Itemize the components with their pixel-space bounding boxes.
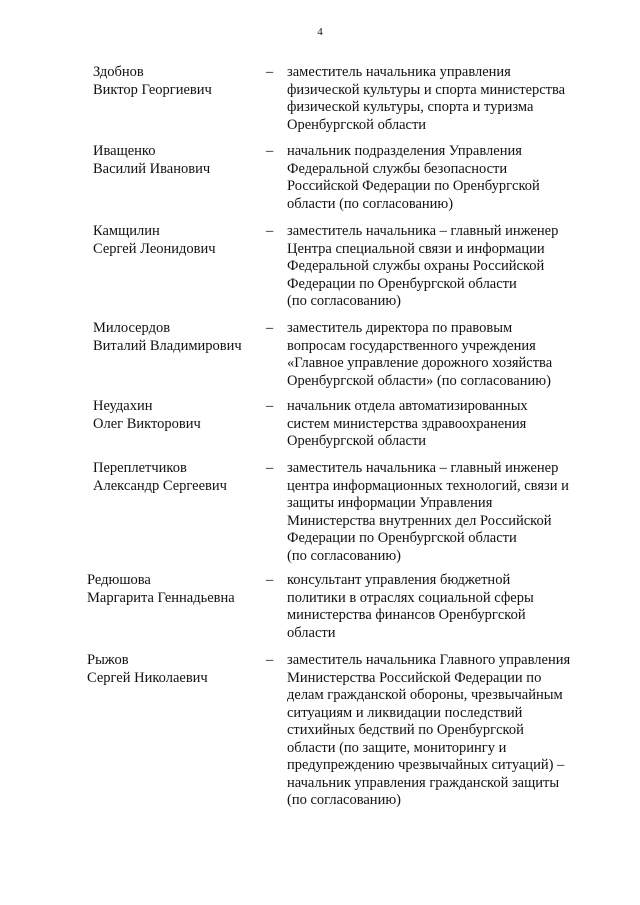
position-line: защиты информации Управления [287, 495, 493, 511]
position-line: стихийных бедствий по Оренбургской [287, 722, 524, 738]
member-given-names: Василий Иванович [93, 160, 211, 177]
member-name [93, 143, 210, 178]
member-surname: Рыжов [87, 652, 129, 668]
member-name [87, 652, 208, 687]
member-position [287, 398, 587, 451]
position-line: заместитель начальника управления [287, 64, 511, 80]
position-line: области [287, 624, 336, 641]
member-surname: Редюшова [87, 572, 151, 588]
member-surname: Неудахин [93, 398, 153, 414]
position-line: Федерации по Оренбургской области [287, 275, 517, 292]
position-line: начальник подразделения Управления [287, 143, 522, 159]
member-name [93, 223, 216, 258]
member-name [87, 572, 235, 607]
member-position [287, 652, 587, 810]
member-position [287, 223, 587, 311]
dash-separator: – [266, 460, 274, 476]
position-line: заместитель директора по правовым [287, 320, 513, 336]
position-line: Российской Федерации по Оренбургской [287, 178, 540, 194]
member-surname: Камщилин [93, 223, 160, 239]
position-line: физической культуры и спорта министерства [287, 81, 566, 98]
position-line: ситуациям и ликвидации последствий [287, 704, 523, 721]
dash-separator: – [266, 398, 274, 414]
position-line: заместитель начальника – главный инженер [287, 223, 559, 239]
member-surname: Здобнов [93, 64, 144, 80]
member-position [287, 572, 587, 642]
position-line: Федеральной службы охраны Российской [287, 258, 545, 274]
position-line: консультант управления бюджетной [287, 572, 511, 588]
position-line: (по согласованию) [287, 293, 401, 309]
member-given-names: Маргарита Геннадьевна [87, 589, 235, 606]
page-number: 4 [317, 26, 323, 38]
position-line: области (по согласованию) [287, 195, 454, 212]
member-position [287, 460, 587, 565]
member-name [93, 398, 201, 433]
position-line: предупреждению чрезвычайных ситуаций) – [287, 757, 565, 773]
position-line: вопросам государственного учреждения [287, 337, 536, 354]
position-line: центра информационных технологий, связи и [287, 477, 569, 494]
member-name [93, 460, 227, 495]
member-surname: Милосердов [93, 320, 171, 336]
member-position [287, 64, 587, 134]
position-line: политики в отраслях социальной сферы [287, 589, 534, 606]
position-line: (по согласованию) [287, 547, 401, 564]
position-line: министерства финансов Оренбургской [287, 607, 526, 623]
dash-separator: – [266, 572, 274, 588]
position-line: начальник отдела автоматизированных [287, 398, 528, 414]
dash-separator: – [266, 143, 274, 159]
dash-separator: – [266, 652, 274, 668]
position-line: делам гражданской обороны, чрезвычайным [287, 687, 563, 703]
member-position [287, 320, 587, 390]
position-line: Оренбургской области [287, 433, 427, 449]
member-name [93, 64, 212, 99]
member-given-names: Олег Викторович [93, 415, 201, 432]
dash-separator: – [266, 223, 274, 239]
member-surname: Иващенко [93, 143, 156, 159]
position-line: Оренбургской области [287, 116, 427, 133]
position-line: Центра специальной связи и информации [287, 240, 545, 257]
position-line: «Главное управление дорожного хозяйства [287, 355, 553, 371]
position-line: заместитель начальника Главного управления [287, 652, 571, 668]
member-given-names: Сергей Николаевич [87, 669, 208, 686]
member-given-names: Александр Сергеевич [93, 477, 227, 494]
position-line: Оренбургской области» (по согласованию) [287, 372, 551, 389]
position-line: Федерации по Оренбургской области [287, 530, 517, 546]
dash-separator: – [266, 320, 274, 336]
dash-separator: – [266, 64, 274, 80]
position-line: области (по защите, мониторингу и [287, 739, 507, 756]
position-line: заместитель начальника – главный инженер [287, 460, 559, 476]
position-line: Федеральной службы безопасности [287, 160, 508, 177]
member-surname: Переплетчиков [93, 460, 187, 476]
position-line: физической культуры, спорта и туризма [287, 99, 534, 115]
member-name [93, 320, 242, 355]
position-line: начальник управления гражданской защиты [287, 774, 560, 791]
member-given-names: Виктор Георгиевич [93, 81, 212, 98]
member-position [287, 143, 587, 213]
position-line: Министерства Российской Федерации по [287, 669, 542, 686]
position-line: Министерства внутренних дел Российской [287, 512, 552, 529]
position-line: систем министерства здравоохранения [287, 415, 527, 432]
member-given-names: Сергей Леонидович [93, 240, 216, 257]
position-line: (по согласованию) [287, 792, 401, 808]
member-given-names: Виталий Владимирович [93, 337, 242, 354]
